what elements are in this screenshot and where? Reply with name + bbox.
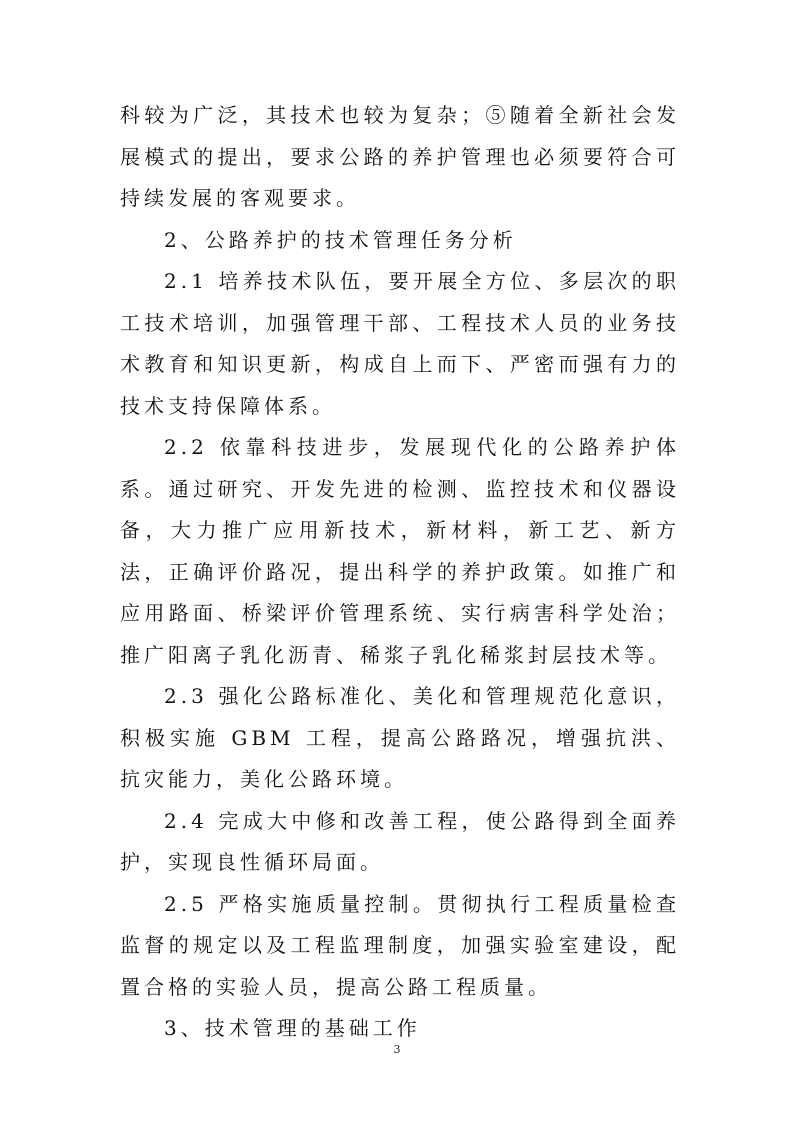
- paragraph-2-3: 2.3 强化公路标准化、美化和管理规范化意识，积极实施 GBM 工程，提高公路路况，增强抗洪、抗灾能力，美化公路环境。: [120, 684, 680, 791]
- document-body: [120, 95, 680, 1050]
- paragraph-2-4: 2.4 完成大中修和改善工程，使公路得到全面养护，实现良性循环局面。: [120, 808, 680, 874]
- paragraph-2-2: 2.2 依靠科技进步，发展现代化的公路养护体系。通过研究、开发先进的检测、监控技术和仪器设备，大力推广应用新技术，新材料，新工艺、新方法，正确评价路况，提出科学的养护政策。如推广和应用路面、桥梁评价管理系统、实行病害科学处治；推广阳离子乳化沥青、稀浆子乳化稀浆封层技术等。: [120, 435, 680, 667]
- page-number: 3: [393, 1043, 401, 1056]
- section-heading-3: 3、技术管理的基础工作: [164, 1016, 421, 1040]
- paragraph-continuation: 科较为广泛，其技术也较为复杂；⑤随着全新社会发展模式的提出，要求公路的养护管理也必须要符合可持续发展的客观要求。: [120, 103, 680, 210]
- section-heading-2: 2、公路养护的技术管理任务分析: [164, 227, 517, 252]
- paragraph-2-1: 2.1 培养技术队伍，要开展全方位、多层次的职工技术培训，加强管理干部、工程技术人员的业务技术教育和知识更新，构成自上而下、严密而强有力的技术支持保障体系。: [120, 269, 680, 418]
- paragraph-2-5: 2.5 严格实施质量控制。贯彻执行工程质量检查监督的规定以及工程监理制度，加强实验室建设，配置合格的实验人员，提高公路工程质量。: [120, 891, 680, 999]
